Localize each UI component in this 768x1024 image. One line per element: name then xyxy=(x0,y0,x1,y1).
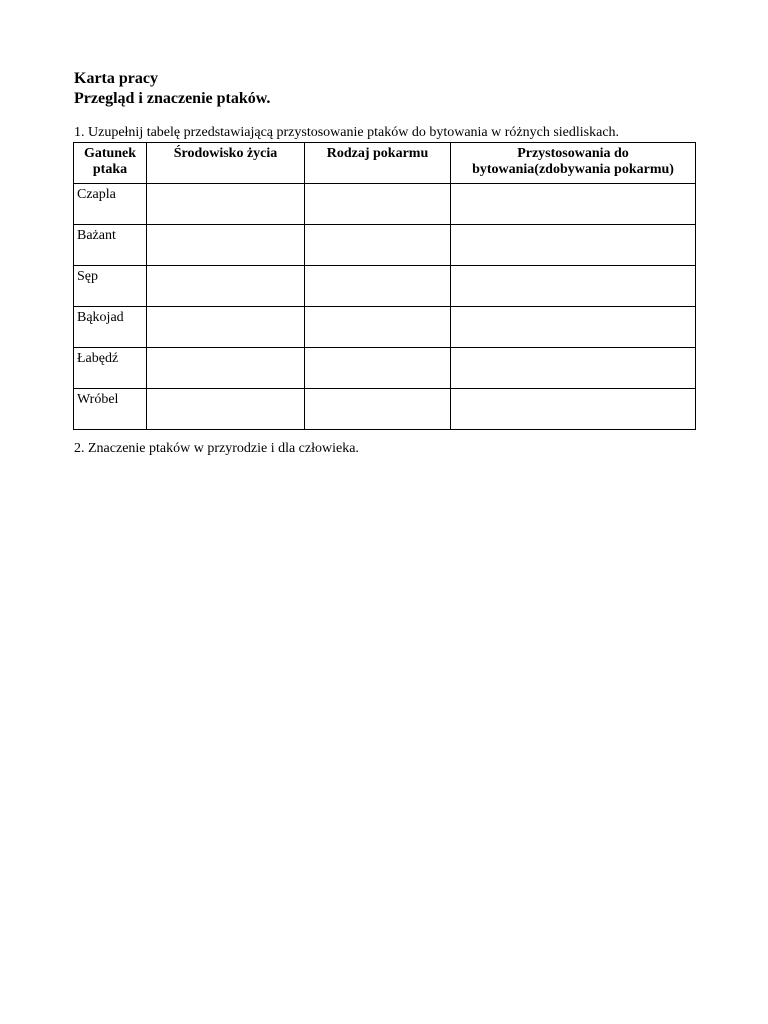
table-row xyxy=(74,184,696,225)
table-row xyxy=(74,389,696,430)
food-type-cell[interactable] xyxy=(305,348,451,389)
species-cell: Wróbel xyxy=(74,389,147,430)
task-2-instruction: 2. Znaczenie ptaków w przyrodzie i dla człowieka. xyxy=(74,441,359,456)
habitat-cell[interactable] xyxy=(147,266,305,307)
table-header-row xyxy=(74,143,696,184)
worksheet-title: Karta pracy xyxy=(74,70,158,87)
species-cell: Czapla xyxy=(74,184,147,225)
adaptations-cell[interactable] xyxy=(451,266,696,307)
header-adaptations: Przystosowania do bytowania(zdobywania pokarmu) xyxy=(451,143,696,184)
adaptations-cell[interactable] xyxy=(451,389,696,430)
header-habitat: Środowisko życia xyxy=(147,143,305,184)
task-1-instruction: 1. Uzupełnij tabelę przedstawiającą przystosowanie ptaków do bytowania w różnych siedliskach. xyxy=(74,125,620,140)
habitat-cell[interactable] xyxy=(147,307,305,348)
food-type-cell[interactable] xyxy=(305,307,451,348)
adaptations-cell[interactable] xyxy=(451,225,696,266)
table-row xyxy=(74,348,696,389)
adaptations-cell[interactable] xyxy=(451,307,696,348)
table-row xyxy=(74,225,696,266)
adaptations-cell[interactable] xyxy=(451,348,696,389)
food-type-cell[interactable] xyxy=(305,266,451,307)
species-cell: Sęp xyxy=(74,266,147,307)
habitat-cell[interactable] xyxy=(147,225,305,266)
species-cell: Bażant xyxy=(74,225,147,266)
bird-adaptation-table xyxy=(73,142,696,430)
table-row xyxy=(74,307,696,348)
header-species: Gatunek ptaka xyxy=(74,143,147,184)
food-type-cell[interactable] xyxy=(305,225,451,266)
habitat-cell[interactable] xyxy=(147,348,305,389)
worksheet-subtitle: Przegląd i znaczenie ptaków. xyxy=(74,90,271,107)
habitat-cell[interactable] xyxy=(147,389,305,430)
table-row xyxy=(74,266,696,307)
species-cell: Łabędź xyxy=(74,348,147,389)
food-type-cell[interactable] xyxy=(305,184,451,225)
habitat-cell[interactable] xyxy=(147,184,305,225)
species-cell: Bąkojad xyxy=(74,307,147,348)
food-type-cell[interactable] xyxy=(305,389,451,430)
adaptations-cell[interactable] xyxy=(451,184,696,225)
header-food-type: Rodzaj pokarmu xyxy=(305,143,451,184)
